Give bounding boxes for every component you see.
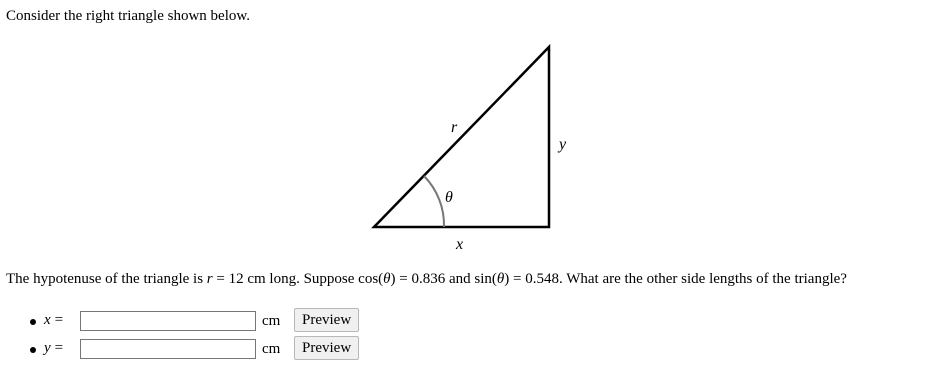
triangle-shape: [374, 47, 549, 227]
answer-label-x: x =: [44, 312, 64, 328]
bullet: [30, 347, 36, 353]
answer-input-y[interactable]: [80, 339, 256, 359]
bullet: [30, 319, 36, 325]
intro-text: Consider the right triangle shown below.: [6, 8, 250, 24]
right-triangle-figure: [360, 40, 570, 250]
answer-list: [0, 308, 400, 364]
answer-label-y: y =: [44, 340, 64, 356]
label-angle: θ: [445, 189, 453, 206]
unit-label-y: cm: [262, 341, 281, 357]
answer-row-x: [0, 308, 400, 336]
answer-row-y: [0, 336, 400, 364]
answer-input-x[interactable]: [80, 311, 256, 331]
angle-arc: [424, 176, 444, 227]
unit-label-x: cm: [262, 313, 281, 329]
question-text: The hypotenuse of the triangle is r = 12 cm long. Suppose cos(θ) = 0.836 and sin(θ) = 0.548. What are the other side lengths of the triangle?: [6, 271, 847, 287]
preview-button-y[interactable]: Preview: [294, 336, 359, 360]
label-vertical-side: y: [559, 136, 567, 153]
label-base: x: [456, 236, 464, 250]
label-hypotenuse: r: [451, 119, 458, 136]
preview-button-x[interactable]: Preview: [294, 308, 359, 332]
